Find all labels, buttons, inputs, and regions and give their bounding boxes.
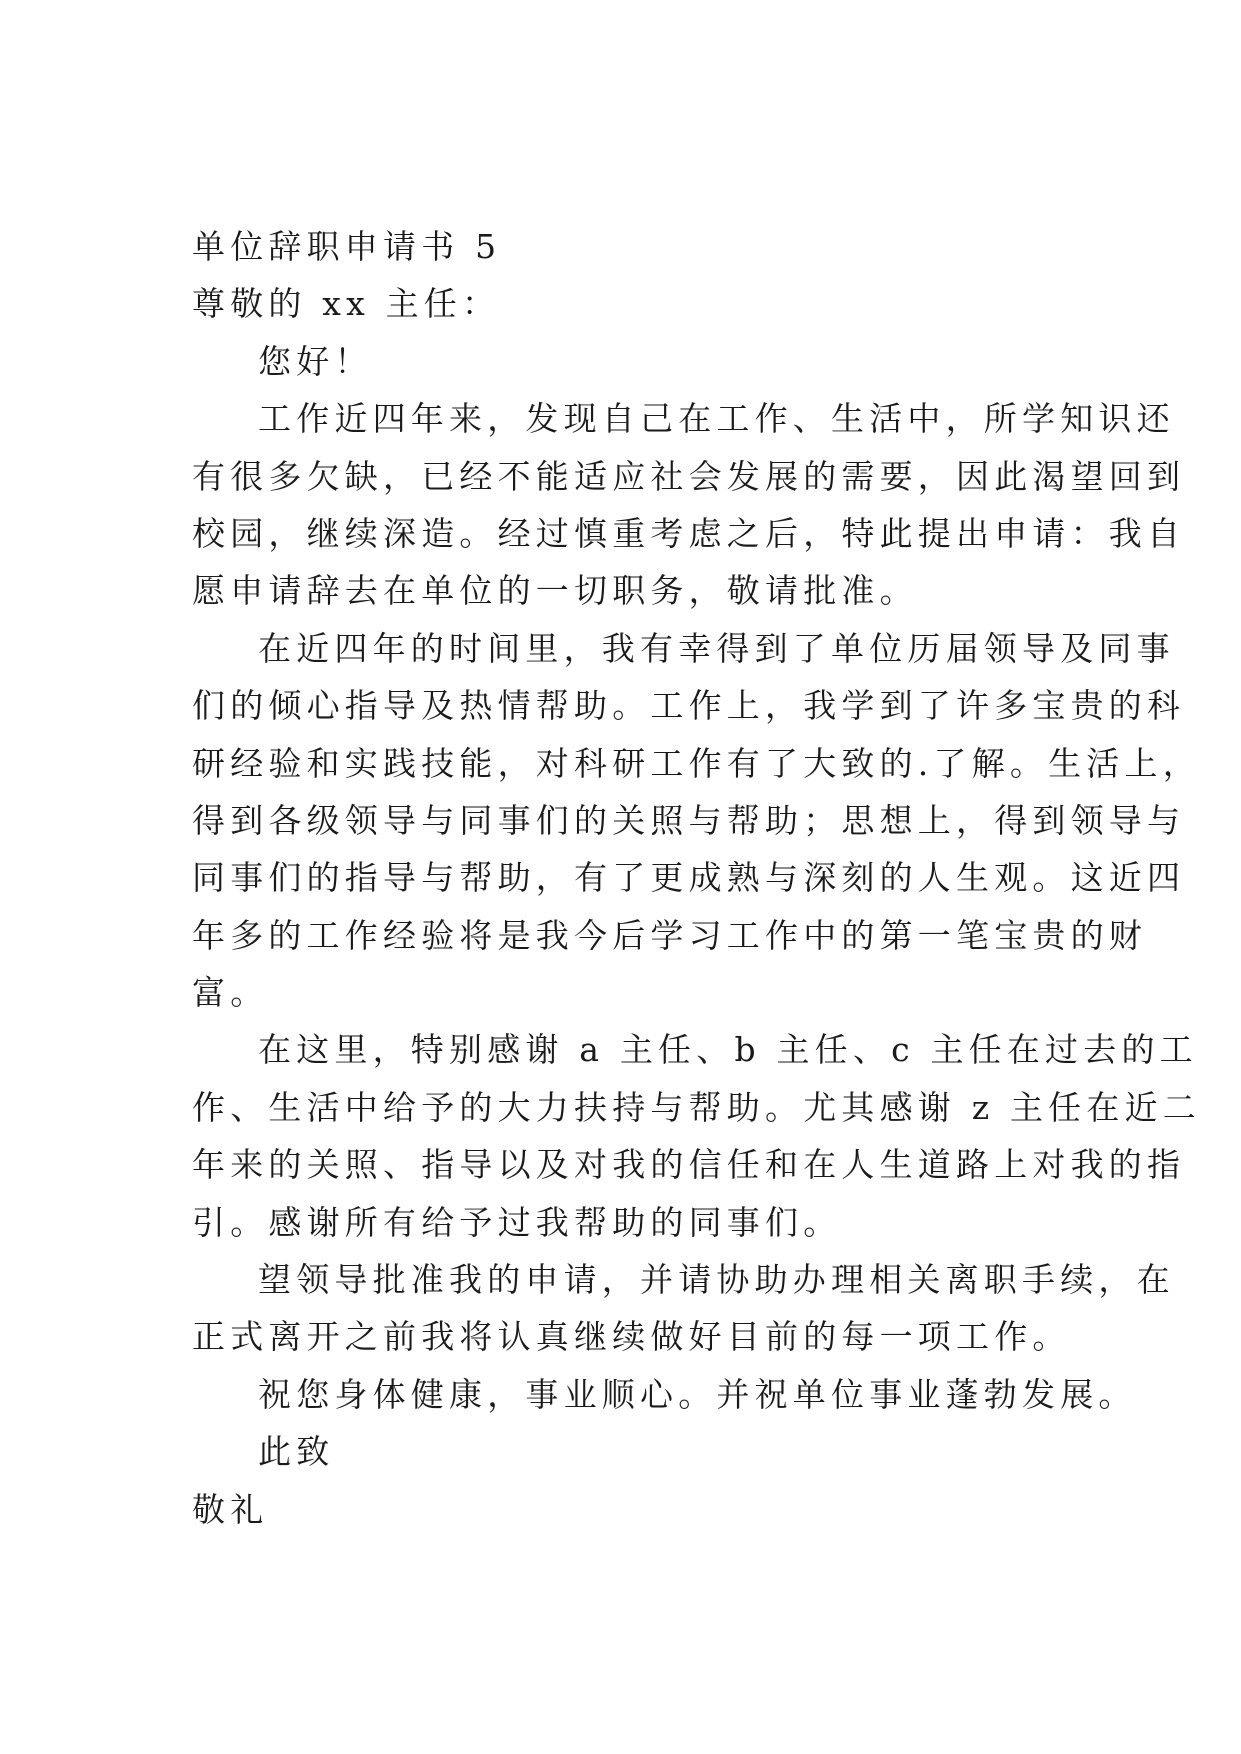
paragraph-line: 引。感谢所有给予过我帮助的同事们。 xyxy=(192,1202,842,1242)
paragraph-line: 望领导批准我的申请，并请协助办理相关离职手续，在 xyxy=(258,1260,1175,1300)
paragraph-line: 年来的关照、指导以及对我的信任和在人生道路上对我的指 xyxy=(192,1145,1186,1185)
greeting: 您好！ xyxy=(258,341,373,381)
paragraph-line: 作、生活中给予的大力扶持与帮助。尤其感谢 z 主任在近二 xyxy=(192,1087,1201,1127)
paragraph-line: 校园，继续深造。经过慎重考虑之后，特此提出申请：我自 xyxy=(192,513,1186,553)
paragraph-line: 有很多欠缺，已经不能适应社会发展的需要，因此渴望回到 xyxy=(192,456,1186,496)
letter-body xyxy=(192,218,1201,1538)
paragraph-line: 富。 xyxy=(192,973,269,1013)
paragraph-line: 年多的工作经验将是我今后学习工作中的第一笔宝贵的财 xyxy=(192,915,1147,955)
paragraph-2 xyxy=(192,620,1201,1022)
paragraph-line: 工作近四年来，发现自己在工作、生活中，所学知识还 xyxy=(258,399,1175,439)
paragraph-line: 正式离开之前我将认真继续做好目前的每一项工作。 xyxy=(192,1317,1071,1357)
paragraph-line: 在这里，特别感谢 a 主任、b 主任、c 主任在过去的工 xyxy=(258,1030,1198,1070)
paragraph-line: 愿申请辞去在单位的一切职务，敬请批准。 xyxy=(192,571,918,611)
paragraph-line: 同事们的指导与帮助，有了更成熟与深刻的人生观。这近四 xyxy=(192,858,1186,898)
paragraph-line: 们的倾心指导及热情帮助。工作上，我学到了许多宝贵的科 xyxy=(192,686,1186,726)
salutation: 尊敬的 xx 主任： xyxy=(192,284,501,324)
closing-regards: 敬礼 xyxy=(192,1489,269,1529)
paragraph-5 xyxy=(192,1366,1137,1423)
paragraph-1 xyxy=(192,390,1186,620)
paragraph-line: 在近四年的时间里，我有幸得到了单位历届领导及同事 xyxy=(258,628,1175,668)
paragraph-4 xyxy=(192,1251,1175,1366)
document-title: 单位辞职申请书 5 xyxy=(192,227,502,266)
paragraph-3 xyxy=(192,1021,1201,1251)
closing-phrase: 此致 xyxy=(258,1432,335,1472)
paragraph-line: 得到各级领导与同事们的关照与帮助；思想上，得到领导与 xyxy=(192,800,1186,840)
paragraph-line: 研经验和实践技能，对科研工作有了大致的.了解。生活上， xyxy=(192,743,1201,783)
paragraph-line: 祝您身体健康，事业顺心。并祝单位事业蓬勃发展。 xyxy=(258,1374,1137,1414)
